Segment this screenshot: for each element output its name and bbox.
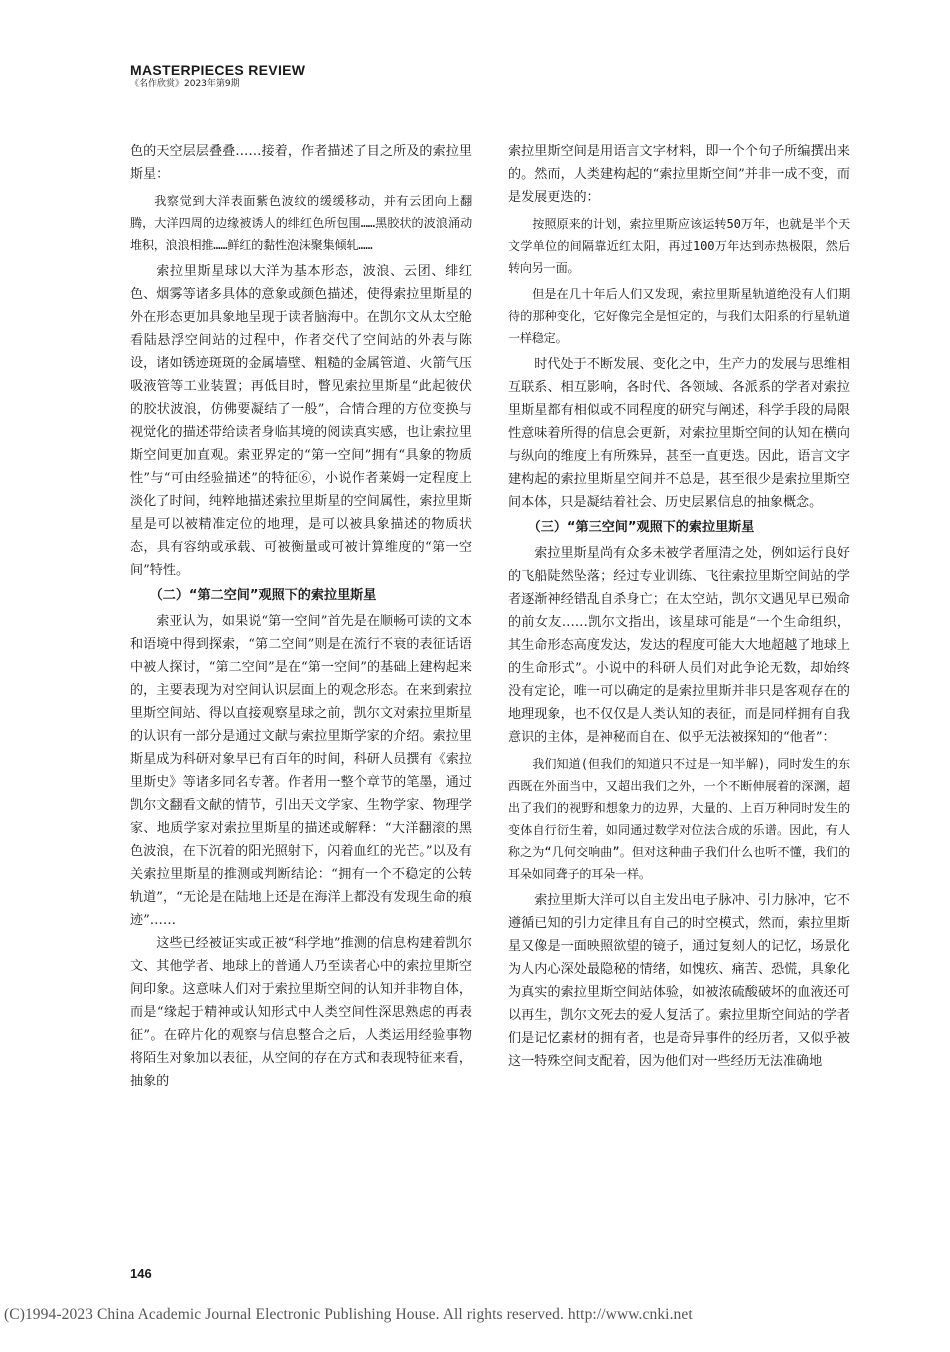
block-quote: 我们知道(但我们的知道只不过是一知半解)，同时发生的东西既在外面当中，又超出我们之外，一个不断伸展着的深渊，超出了我们的视野和想象力的边界，大量的、上百万种同时发生的变体自行衍生着，如同通过数学对位法合成的乐谱。因此，有人称之为“几何交响曲”。但对这种曲子我们什么也听不懂，我们的耳朵如同聋子的耳朵一样。 [508,757,850,881]
paragraph: 时代处于不断发展、变化之中，生产力的发展与思维相互联系、相互影响，各时代、各领域、各派系的学者对索拉里斯星都有相似或不同程度的研究与阐述，科学手段的局限性意味着所得的信息会更新，对索拉里斯空间的认知在横向与纵向的维度上有所殊异，甚至一直更迭。因此，语言文字建构起的索拉里斯星空间并不总是，甚至很少是索拉里斯空间本体，只是凝结着社会、历史层累信息的抽象概念。 [508,357,850,510]
left-column [130,140,472,1093]
paragraph: 色的天空层层叠叠……接着，作者描述了目之所及的索拉里斯星： [130,144,472,182]
copyright-notice: (C)1994-2023 China Academic Journal Electronic Publishing House. All rights reserved. http://www.cnki.net [4,1306,693,1323]
paragraph: 索拉里斯空间是用语言文字材料，即一个个句子所编撰出来的。然而，人类建构起的“索拉里斯空间”并非一成不变，而是发展更迭的： [508,144,850,205]
paragraph: 索亚认为，如果说“第一空间”首先是在顺畅可读的文本和语境中得到探索，“第二空间”则是在流行不衰的表征话语中被人探讨，“第二空间”是在“第一空间”的基础上建构起来的，主要表现为对空间认识层面上的观念形态。在来到索拉里斯空间站、得以直接观察星球之前，凯尔文对索拉里斯星的认识有一部分是通过文献与索拉里斯学家的介绍。索拉里斯星成为科研对象早已有百年的时间，科研人员撰有《索拉里斯史》等诸多同名专著。作者用一整个章节的笔墨，通过凯尔文翻看文献的情节，引出天文学家、生物学家、物理学家、地质学家对索拉里斯星的描述或解释：“大洋翻滚的黑色波浪，在下沉着的阳光照射下，闪着血红的光芒。”以及有关索拉里斯星的推测或判断结论：“拥有一个不稳定的公转轨道”，“无论是在陆地上还是在海洋上都没有发现生命的痕迹”…… [130,614,472,928]
block-quote: 我察觉到大洋表面紫色波纹的缓缓移动，并有云团向上翻腾，大洋四周的边缘被诱人的绯红色所包围……黑胶状的波浪涌动堆积，浪浪相推……鲜红的黏性泡沫聚集倾轧…… [130,194,472,252]
page-number: 146 [130,1266,152,1281]
paragraph: 索拉里斯星球以大洋为基本形态，波浪、云团、绯红色、烟雾等诸多具体的意象或颜色描述，使得索拉里斯星的外在形态更加具象地呈现于读者脑海中。在凯尔文从太空舱看陆悬浮空间站的过程中，作者交代了空间站的外表与陈设，诸如锈迹斑斑的金属墙壁、粗糙的金属管道、火箭气压吸液管等工业装置；再低目时，瞥见索拉里斯星“此起彼伏的胶状波浪，仿佛要凝结了一般”，合情合理的方位变换与视觉化的描述带给读者身临其境的阅读真实感，也让索拉里斯空间更加直观。索亚界定的“第一空间”拥有“具象的物质性”与“可由经验描述”的特征⑥，小说作者莱姆一定程度上淡化了时间，纯粹地描述索拉里斯星的空间属性，索拉里斯星是可以被精准定位的地理，是可以被具象描述的物质状态，具有容纳或承载、可被衡量或可被计算维度的“第一空间”特性。 [130,264,472,578]
journal-issue: 《名作欣赏》2023年第9期 [130,79,240,89]
journal-title: MASTERPIECES REVIEW [130,62,306,78]
section-heading: （三）“第三空间”观照下的索拉里斯星 [527,520,755,535]
paragraph: 索拉里斯大洋可以自主发出电子脉冲、引力脉冲，它不遵循已知的引力定律且有自己的时空模式，然而，索拉里斯星又像是一面映照欲望的镜子，通过复刻人的记忆，场景化为人内心深处最隐秘的情绪，如愧疚、痛苦、恐慌，具象化为真实的索拉里斯空间站体验，如被浓硫酸破坏的血液还可以再生，凯尔文死去的爱人复活了。索拉里斯空间站的学者们是记忆素材的拥有者，也是奇异事件的经历者，又似乎被这一特殊空间支配着，因为他们对一些经历无法准确地 [508,893,850,1069]
paragraph: 索拉里斯星尚有众多未被学者厘清之处，例如运行良好的飞船陡然坠落；经过专业训练、飞往索拉里斯空间站的学者逐渐神经错乱自杀身亡；在太空站，凯尔文遇见早已殒命的前女友……凯尔文指出，该星球可能是“一个生命组织，其生命形态高度发达，发达的程度可能大大地超越了地球上的生命形式”。小说中的科研人员们对此争论无数，却始终没有定论，唯一可以确定的是索拉里斯并非只是客观存在的地理现象，也不仅仅是人类认知的表征，而是同样拥有自我意识的主体，是神秘而自在、似乎无法被探知的“他者”： [508,546,850,745]
block-quote: 按照原来的计划，索拉里斯应该运转50万年，也就是半个天文学单位的间隔靠近红太阳，再过100万年达到赤热极限，然后转向另一面。 [508,217,850,275]
paragraph: 这些已经被证实或正被“科学地”推测的信息构建着凯尔文、其他学者、地球上的普通人乃至读者心中的索拉里斯空间印象。这意味人们对于索拉里斯空间的认知并非物自体，而是“缘起于精神或认知形式中人类空间性深思熟虑的再表征”。在碎片化的观察与信息整合之后，人类运用经验事物将陌生对象加以表征，从空间的存在方式和表现特征来看，抽象的 [130,936,472,1089]
journal-header [130,62,305,90]
section-heading: （二）“第二空间”观照下的索拉里斯星 [149,588,377,603]
block-quote: 但是在几十年后人们又发现，索拉里斯星轨道绝没有人们期待的那种变化，它好像完全是恒定的，与我们太阳系的行星轨道一样稳定。 [508,287,850,345]
right-column [508,140,850,1073]
